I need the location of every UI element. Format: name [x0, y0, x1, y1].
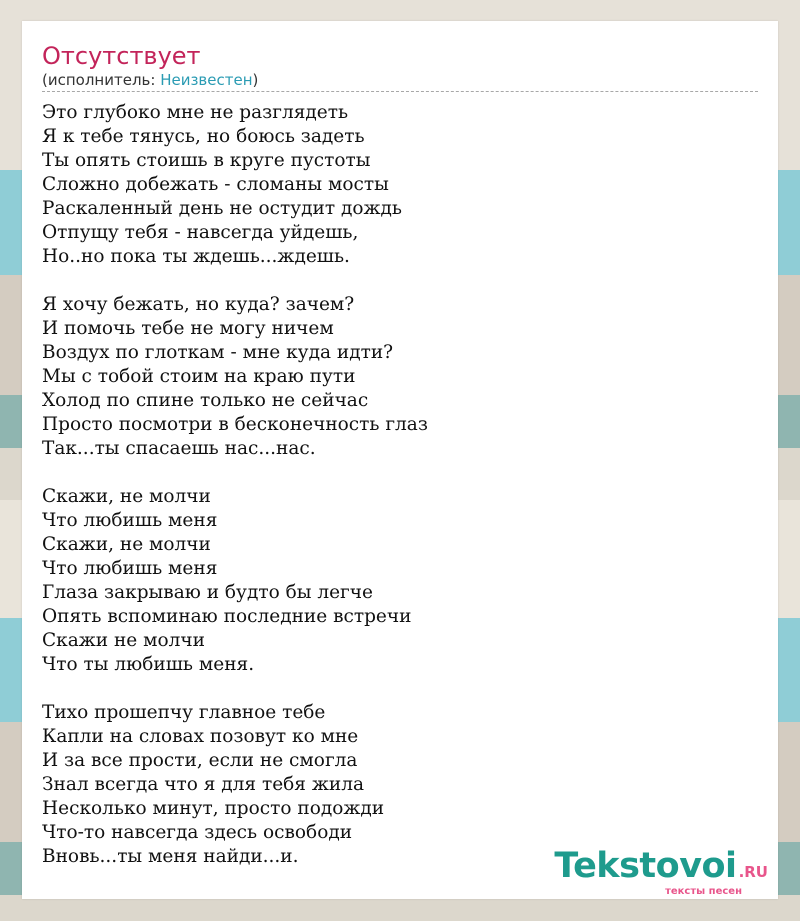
lyrics-line: Отпущу тебя - навсегда уйдешь,: [42, 222, 359, 243]
lyrics-line: Холод по спине только не сейчас: [42, 390, 369, 411]
lyrics-line: И за все прости, если не смогла: [42, 750, 358, 771]
lyrics-stanza-4: [42, 701, 758, 869]
lyrics-line: Так...ты спасаешь нас...нас.: [42, 438, 316, 459]
lyrics-line: Что любишь меня: [42, 558, 218, 579]
logo-main-text: Tekstovoi: [554, 846, 737, 886]
performer-prefix: (исполнитель:: [42, 71, 161, 89]
lyrics-line: Скажи, не молчи: [42, 534, 211, 555]
lyrics-line: Ты опять стоишь в круге пустоты: [42, 150, 371, 171]
site-logo[interactable]: [554, 847, 768, 897]
lyrics-line: Просто посмотри в бесконечность глаз: [42, 414, 428, 435]
lyrics-line: Воздух по глоткам - мне куда идти?: [42, 342, 394, 363]
performer-link[interactable]: Неизвестен: [160, 71, 253, 89]
logo-tld: .RU: [738, 863, 768, 881]
lyrics-line: Мы с тобой стоим на краю пути: [42, 366, 356, 387]
lyrics-line: И помочь тебе не могу ничем: [42, 318, 334, 339]
lyrics-line: Что ты любишь меня.: [42, 654, 255, 675]
lyrics-line: Я хочу бежать, но куда? зачем?: [42, 294, 355, 315]
lyrics-line: Сложно добежать - сломаны мосты: [42, 174, 389, 195]
lyrics-line: Что любишь меня: [42, 510, 218, 531]
song-title: Отсутствует: [42, 42, 201, 70]
lyrics-line: Тихо прошепчу главное тебе: [42, 702, 326, 723]
lyrics-text: [42, 101, 758, 893]
lyrics-line: Это глубоко мне не разглядеть: [42, 102, 349, 123]
lyrics-line: Скажи, не молчи: [42, 486, 211, 507]
performer-line: [42, 70, 758, 92]
lyrics-line: Капли на словах позовут ко мне: [42, 726, 359, 747]
lyrics-line: Но..но пока ты ждешь...ждешь.: [42, 246, 350, 267]
lyrics-line: Опять вспоминаю последние встречи: [42, 606, 412, 627]
performer-suffix: ): [252, 71, 259, 89]
lyrics-line: Я к тебе тянусь, но боюсь задеть: [42, 126, 365, 147]
lyrics-line: Раскаленный день не остудит дождь: [42, 198, 402, 219]
lyrics-line: Глаза закрываю и будто бы легче: [42, 582, 373, 603]
lyrics-line: Что-то навсегда здесь освободи: [42, 822, 353, 843]
lyrics-line: Несколько минут, просто подожди: [42, 798, 385, 819]
lyrics-stanza-2: [42, 293, 758, 461]
lyrics-stanza-1: [42, 101, 758, 269]
logo-wordmark: [554, 847, 768, 891]
lyrics-stanza-3: [42, 485, 758, 677]
lyrics-line: Знал всегда что я для тебя жила: [42, 774, 364, 795]
lyrics-line: Вновь...ты меня найди...и.: [42, 846, 299, 867]
logo-tagline: тексты песен: [665, 886, 742, 897]
lyrics-card: [22, 21, 778, 899]
lyrics-line: Скажи не молчи: [42, 630, 205, 651]
